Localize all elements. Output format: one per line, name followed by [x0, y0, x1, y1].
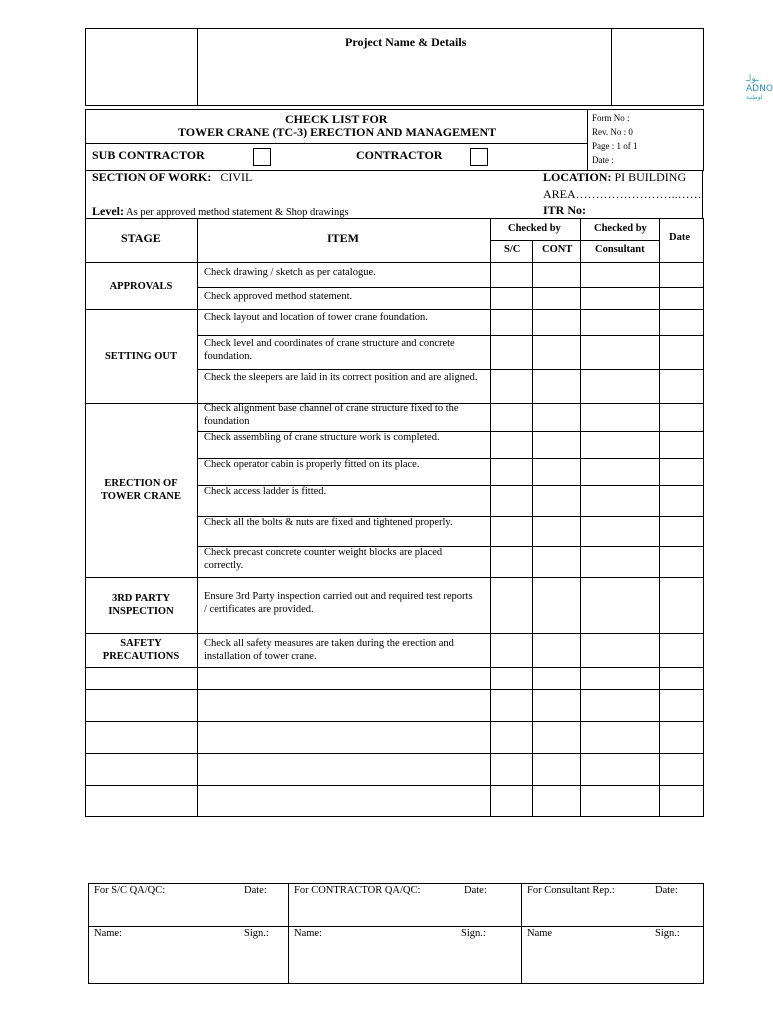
header-checked-by-1: Checked by — [508, 223, 561, 234]
logo-arabic-mark: ـﻮﻟـ — [746, 74, 759, 84]
signoff-contractor-name: Name: — [294, 928, 322, 939]
signoff-contractor-date: Date: — [464, 885, 487, 896]
stage-erection: ERECTION OF TOWER CRANE — [100, 478, 182, 502]
signoff-table — [88, 883, 704, 984]
header-consultant: Consultant — [595, 244, 645, 255]
item-5: Check the sleepers are laid in its correct position and are aligned. — [204, 372, 478, 383]
page-no: Page : 1 of 1 — [592, 141, 638, 151]
item-12: Ensure 3rd Party inspection carried out and required test reports / certificates are provided. — [204, 591, 473, 615]
level: Level: As per approved method statement & Shop drawings — [92, 204, 349, 218]
area-field: AREA……………………..…… — [543, 187, 702, 201]
signoff-consultant-name: Name — [527, 928, 553, 939]
signoff-consultant-date: Date: — [655, 885, 678, 896]
logo-arabic-sub: ﻟﻮﻃﻨﻴﺔ — [746, 94, 763, 101]
contractor-label: CONTRACTOR — [356, 148, 443, 162]
item-9: Check access ladder is fitted. — [204, 486, 327, 497]
form-date: Date : — [592, 155, 614, 165]
signoff-sc-sign: Sign.: — [244, 928, 269, 939]
stage-approvals: APPROVALS — [109, 280, 173, 292]
header-cont: CONT — [542, 244, 573, 255]
stage-safety: SAFETY PRECAUTIONS — [102, 638, 180, 662]
signoff-consultant-label: For Consultant Rep.: — [527, 885, 615, 896]
section-of-work: SECTION OF WORK: CIVIL — [92, 170, 253, 184]
item-7: Check assembling of crane structure work is completed. — [204, 432, 440, 443]
rev-no: Rev. No : 0 — [592, 127, 633, 137]
form-no: Form No : — [592, 113, 630, 123]
header-sc: S/C — [504, 244, 521, 255]
stage-setting-out: SETTING OUT — [104, 350, 178, 362]
header-item: ITEM — [327, 231, 360, 245]
stage-third-party: 3RD PARTY INSPECTION — [108, 593, 174, 617]
itr-no: ITR No: — [543, 203, 587, 217]
sub-contractor-label: SUB CONTRACTOR — [92, 148, 205, 162]
item-2: Check approved method statement. — [204, 291, 353, 302]
header-date: Date — [669, 232, 690, 243]
signoff-contractor-label: For CONTRACTOR QA/QC: — [294, 885, 421, 896]
contractor-checkbox[interactable] — [470, 148, 488, 166]
signoff-sc-date: Date: — [244, 885, 267, 896]
signoff-sc-label: For S/C QA/QC: — [94, 885, 166, 896]
company-logo — [746, 74, 773, 101]
logo-text: ADNO — [746, 84, 773, 94]
signoff-contractor-sign: Sign.: — [461, 928, 486, 939]
location: LOCATION: PI BUILDING — [543, 170, 687, 184]
item-13: Check all safety measures are taken during the erection and installation of tower crane. — [204, 638, 454, 662]
header-stage: STAGE — [121, 231, 161, 245]
sub-contractor-checkbox[interactable] — [253, 148, 271, 166]
item-10: Check all the bolts & nuts are fixed and tightened properly. — [204, 517, 453, 528]
form-title-line1: CHECK LIST FOR — [285, 112, 388, 126]
project-title: Project Name & Details — [345, 35, 467, 49]
header-checked-by-2: Checked by — [594, 223, 647, 234]
signoff-sc-name: Name: — [94, 928, 122, 939]
item-11: Check precast concrete counter weight blocks are placed correctly. — [204, 547, 443, 571]
item-3: Check layout and location of tower crane foundation. — [204, 312, 428, 323]
item-8: Check operator cabin is properly fitted on its place. — [204, 459, 420, 470]
item-4: Check level and coordinates of crane structure and concrete foundation. — [204, 338, 455, 362]
item-6: Check alignment base channel of crane structure fixed to the foundation — [204, 403, 459, 427]
form-title-line2: TOWER CRANE (TC-3) ERECTION AND MANAGEMENT — [178, 125, 497, 139]
item-1: Check drawing / sketch as per catalogue. — [204, 267, 376, 278]
signoff-consultant-sign: Sign.: — [655, 928, 680, 939]
